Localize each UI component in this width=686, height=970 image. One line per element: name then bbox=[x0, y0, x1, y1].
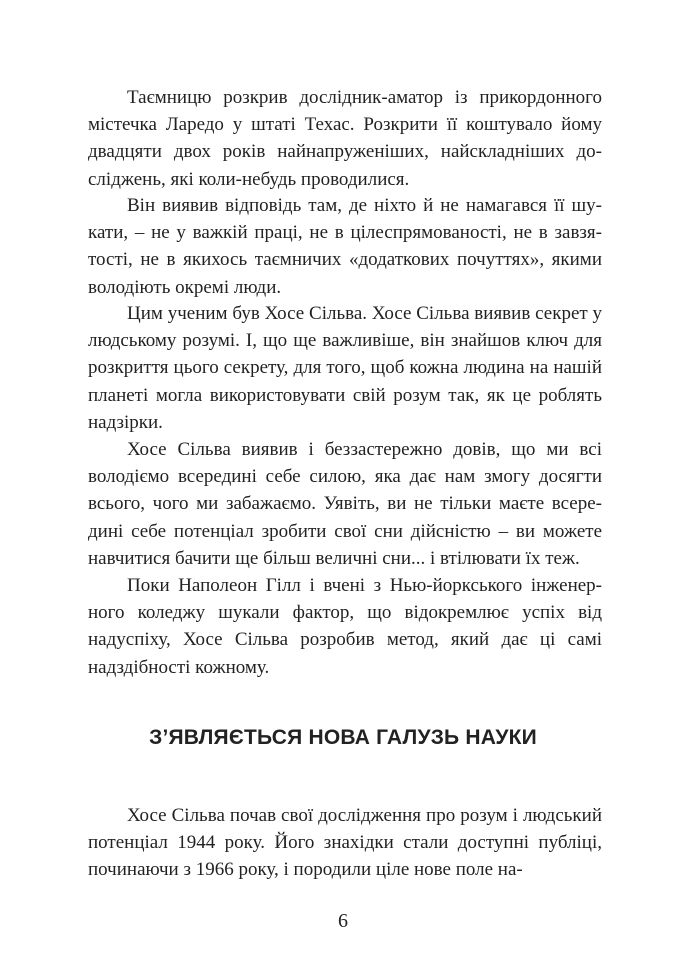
paragraph-5: Поки Наполеон Гілл і вчені з Нью-йоркського інженерного коледжу шукали фактор, що відокремлює успіх від надуспіху, Хосе Сільва розробив метод, який дає ці самі надздібності кожному. bbox=[88, 575, 602, 678]
paragraph-4: Хосе Сільва виявив і беззастережно довів, що ми всі володіємо всередині себе силою, яка дає нам змогу досягти всього, чого ми забажаємо. Уявіть, ви не тільки маєте всередині себе потенціал зробити свої сни дійсністю – ви можете навчитися бачити ще більш величні сни... і втілювати їх теж. bbox=[88, 439, 602, 569]
paragraph-3: Цим ученим був Хосе Сільва. Хосе Сільва виявив секрет у людському розумі. І, що ще важливіше, він знайшов ключ для розкриття цього секрету, для того, щоб кожна людина на нашій планеті могла використовувати свій розум так, як це роблять надзірки. bbox=[88, 303, 602, 433]
paragraph-2: Він виявив відповідь там, де ніхто й не намагався її шукати, – не у важкій праці, не в цілеспрямованості, не в завзятості, не в якихось таємничих «додаткових почуттях», якими володіють окремі люди. bbox=[88, 195, 602, 298]
paragraph-6: Хосе Сільва почав свої дослідження про розум і людський потенціал 1944 року. Його знахідки стали доступні публіці, починаючи з 1966 року, і породили ціле нове поле на- bbox=[88, 805, 602, 881]
paragraph-1: Таємницю розкрив дослідник-аматор із прикордонного містечка Ларедо у штаті Техас. Розкрити її коштувало йому двадцяти двох років найнапруженіших, найскладніших досліджень, які коли-небудь проводилися. bbox=[88, 87, 602, 190]
section-heading: З’ЯВЛЯЄТЬСЯ НОВА ГАЛУЗЬ НАУКИ bbox=[149, 726, 537, 749]
page-number: 6 bbox=[338, 910, 348, 932]
